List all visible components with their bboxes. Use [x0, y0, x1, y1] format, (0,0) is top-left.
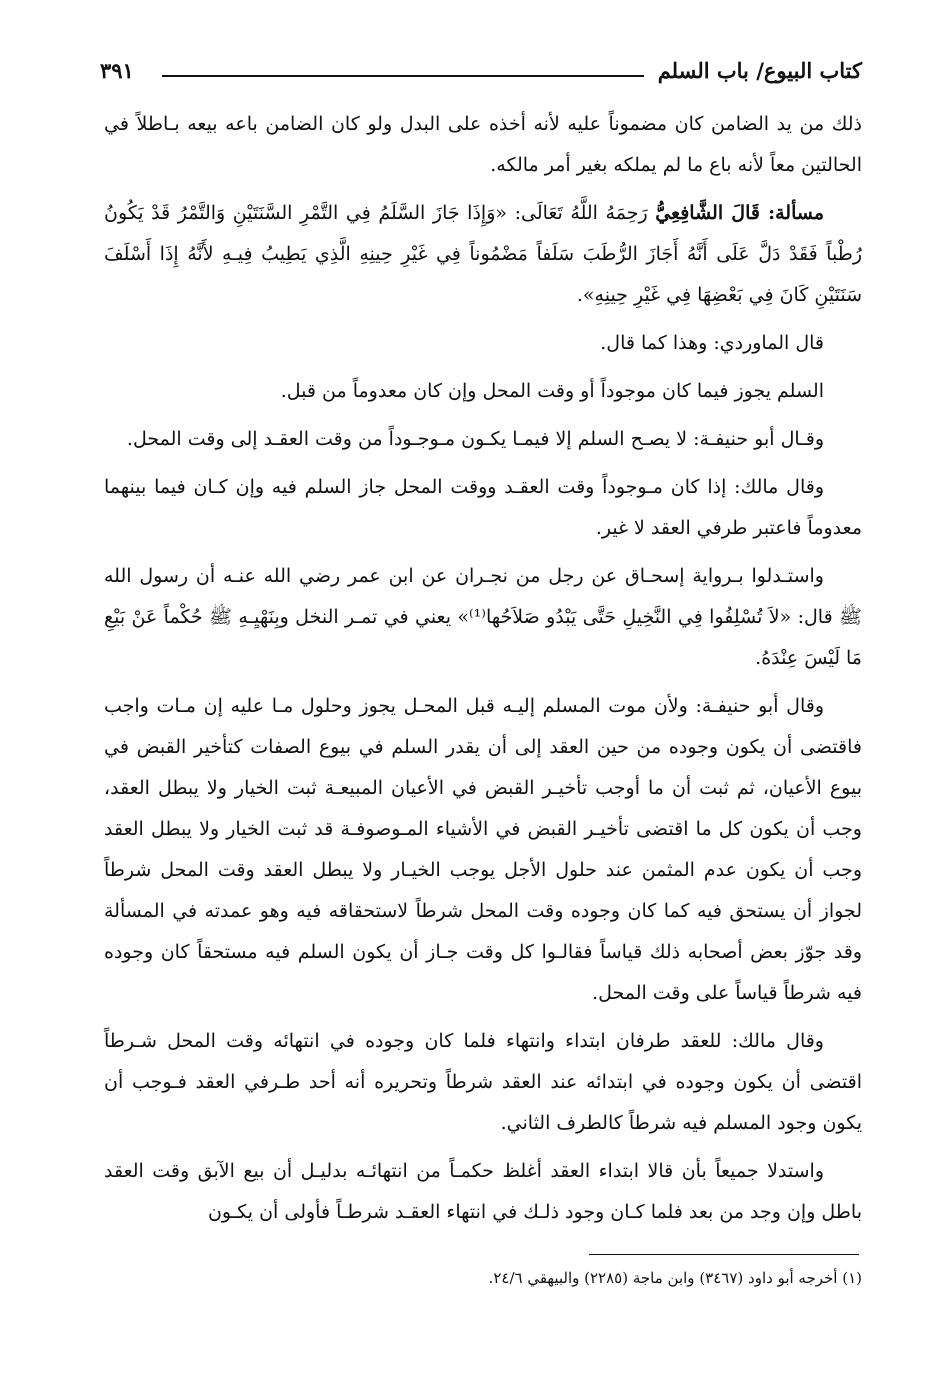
paragraph-2: [104, 193, 862, 316]
paragraph-5: [104, 419, 862, 460]
paragraph-3: [104, 323, 862, 364]
paragraph-6: [104, 467, 862, 549]
paragraph-text: وقال مالك: للعقد طرفان ابتداء وانتهاء فلما كان وجوده في انتهائه وقت المحل شـرطاً اقتضى أن يكون وجوده في ابتدائه عند العقد شرطاً وتحريره أنه أحد طـرفي العقد فـوجب أن يكون وجود المسلم فيه شرطاً كالطرف الثاني.: [104, 1030, 862, 1134]
paragraph-text: ذلك من يد الضامن كان مضموناً عليه لأنه أخذه على البدل ولو كان الضامن باعه بيعه بـاطلاً في الحالتين معاً لأنه باع ما لم يملكه بغير أمر مالكه.: [104, 113, 862, 176]
paragraph-text: وقال أبو حنيفـة: ولأن موت المسلم إليـه قبل المحـل يجوز وحلول مـا عليه إن مـات واجب فاقتضى أن يكون وجوده من حين العقد إلى أن يقدر السلم في بيوع الصفات كتأخير القبض في بيوع الأعيان، ثم ثبت أن ما أوجب تأخيـر القبض في الأعيان المبيعـة ثبت الخيار ولا يبطل العقد، وجب أن يكون كل ما اقتضى تأخيـر القبض في الأشياء المـوصوفـة قد ثبت الخيار ولا يبطل العقد وجب أن يكون عدم المثمن عند حلول الأجل يوجب الخيـار ولا يبطل العقد وقت المحل شرطاً لجواز أن يستحق فيه كما كان وجوده وقت المحل شرطاً لاستحقاقه فيه وهو عمدته في المسألة وقد جوّز بعض أصحابه ذلك قياساً فقالـوا كل وقت جـاز أن يكون السلم فيه مستحقاً كان وجوده فيه شرطاً قياساً على وقت المحل.: [104, 695, 862, 1004]
paragraph-4: [104, 371, 862, 412]
header-rule: [162, 75, 644, 77]
paragraph-text: وقـال أبو حنيفـة: لا يصـح السلم إلا فيمـا يكـون مـوجـوداً من وقت العقـد إلى وقت المحل.: [126, 428, 824, 450]
paragraph-9: [104, 1021, 862, 1144]
paragraph-text: السلم يجوز فيما كان موجوداً أو وقت المحل وإن كان معدوماً من قبل.: [280, 380, 824, 402]
footnote-rule: [589, 1254, 859, 1255]
paragraph-text: رَحِمَهُ اللَّهُ تَعَالَى: «وَإِذَا جَازَ السَّلَمُ فِي التَّمْرِ السَّنَتَيْنِ وَالتَّمْرُ قَدْ يَكُونُ رُطْباً فَقَدْ دَلَّ عَلَى أَنَّهُ أَجَازَ الرُّطَبَ سَلَفاً مَضْمُوناً فِي غَيْرِ حِينِهِ الَّذِي يَطِيبُ فِيـهِ لأَنَّهُ إِذَا أَسْلَفَ سَنَتَيْنِ كَانَ فِي بَعْضِهَا فِي غَيْرِ حِينِهِ».: [104, 202, 862, 306]
body-text: [104, 104, 862, 1240]
paragraph-10: [104, 1151, 862, 1233]
footnote: [104, 1266, 862, 1290]
paragraph-8: [104, 686, 862, 1014]
page-header: [100, 58, 862, 92]
paragraph-1: [104, 104, 862, 186]
footnote-text: (١) أخرجه أبو داود (٣٤٦٧) وابن ماجة (٢٢٨٥) والبيهقي ٢٤/٦.: [488, 1269, 862, 1287]
page-number: ٣٩١: [100, 58, 134, 83]
running-title: كتاب البيوع/ باب السلم: [657, 58, 862, 83]
paragraph-7: [104, 556, 862, 679]
paragraph-text: قال الماوردي: وهذا كما قال.: [600, 332, 824, 354]
paragraph-text: وقال مالك: إذا كان مـوجوداً وقت العقـد ووقت المحل جاز السلم فيه وإن كـان فيما بينهما معدوماً فاعتبر طرفي العقد لا غير.: [104, 476, 862, 539]
issue-label: مسألة: قَالَ الشَّافِعِيُّ: [655, 202, 824, 224]
paragraph-text: واستـدلوا بـرواية إسحـاق عن رجل من نجـران عن ابن عمر رضي الله عنـه أن رسول الله ﷺ قال: «لاَ تُسْلِفُوا فِي النَّخِيلِ حَتَّى يَبْدُو صَلاَحُها⁽¹⁾» يعني في تمـر النخل وبِنَهْيِـهِ ﷺ حُكْماً عَنْ بَيْعِ مَا لَيْسَ عِنْدَهُ.: [104, 565, 862, 669]
paragraph-text: واستدلا جميعاً بأن قالا ابتداء العقد أغلظ حكمـاً من انتهائـه بدليـل أن بيع الآبق وقت العقد باطل وإن وجد من بعد فلما كـان وجود ذلـك في انتهاء العقـد شرطـاً فأولى أن يكـون: [104, 1160, 862, 1223]
